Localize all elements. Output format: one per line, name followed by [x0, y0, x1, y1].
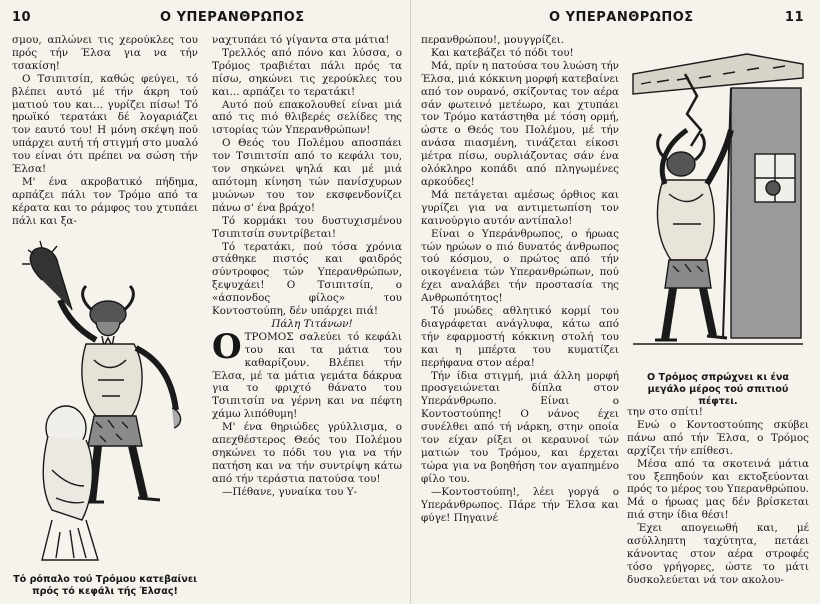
paragraph: Τό τερατάκι, πού τόσα χρόνια στάθηκε πιστός και φαιδρός σύντροφος τών Υπερανθρώπων, ξεψυχάει! Ο Τσιπιτσίπ, ο «άσπονδος φίλος» του Κοντοστούπη, δέν υπάρχει πιά! — [212, 240, 402, 318]
paragraph: Ο Θεός του Πολέμου αποσπάει τον Τσιπιτσίπ από το κεφάλι του, τον σηκώνει ψηλά και μέ μιά απότομη κίνηση τών πανίσχυρων μυώνων του τον εκσφενδονίζει πάνω σ' ένα βράχο! — [212, 137, 402, 214]
paragraph: —Κοντοστούπη!, λέει γοργά ο Υπεράνθρωπος. Πάρε τήν Έλσα και φύγε! Πηγαινέ — [421, 485, 619, 524]
paragraph: Τρελλός από πόνο και λύσσα, ο Τρόμος τραβιέται πάλι πρός τα πίσω, σηκώνει τις χερούκλες του και... αρπάζει το τερατάκι! — [212, 46, 402, 98]
paragraph: Μά πετάγεται αμέσως όρθιος και γυρίζει για να αντιμετωπίση τον καινούργιο αυτόν αντίπαλο! — [421, 188, 619, 227]
paragraph: Τό μυώδες αθλητικό κορμί του διαγράφεται ανάγλυφα, κάτω από τήν εφαρμοστή κόκκινη στολή του και η μπέρτα του κυματίζει περήφανα στον αέρα! — [421, 305, 619, 369]
paragraph: περανθρώπου!, μουγγρίζει. — [421, 34, 564, 46]
illustration-giant-pushes-house — [627, 34, 809, 368]
paragraph: Τήν ίδια στιγμή, μιά άλλη μορφή προσγειώνεται δίπλα στον Υπεράνθρωπο. Είναι ο Κοντοστούπης! Ο νάνος έχει συνέλθει από τή νάρκη, στην οποία τον είχαν ρίξει οι κεραυνοί τών ματιών του Τρόμου, και έρχεται τώρα για να βοηθήση τον αγαπημένο φίλο του. — [421, 369, 619, 485]
paragraph: Ο Τσιπιτσίπ, καθώς φεύγει, τό βλέπει αυτό μέ τήν άκρη τού ματιού του και... γυρίζει πίσω! Τό ηρωϊκό τερατάκι δέ λογαριάζει τον εαυτό του! Η μόνη σκέψη πού υπάρχει αυτή τή στιγμή στο μυαλό του είναι ότι πρέπει να σώση τήν Έλσα! — [12, 72, 198, 176]
paragraph: Είναι ο Υπεράνθρωπος, ο ήρωας τών ηρώων ο πιό δυνατός άνθρωπος τού κόσμου, ο πρώτος από τήν οικογένεια τών Υπερανθρώπων, πού έχει αναλάβει τήν προστασία της Ανθρωπότητος! — [421, 227, 619, 305]
right-column-1 — [421, 34, 619, 604]
right-column-2 — [627, 34, 809, 604]
paragraph: την στο σπίτι! — [627, 406, 703, 418]
giant-illustration-svg — [12, 240, 198, 570]
illustration-giant-attacks-elsa — [12, 240, 198, 570]
house-illustration-svg — [627, 34, 809, 368]
section-heading: Πάλη Τιτάνων! — [271, 317, 353, 330]
right-column-2-text — [627, 406, 809, 587]
paragraph: Αυτό πού επακολουθεί είναι μιά από τις πιό θλιβερές σελίδες της ιστορίας τών Υπερανθρώπων! — [212, 98, 402, 137]
paragraph: σμου, απλώνει τις χερούκλες του πρός τήν Έλσα για να τήν τσακίση! — [12, 34, 198, 72]
caption-right: Ο Τρόμος σπρώχνει κι ένα μεγάλο μέρος τού σπιτιού πέφτει. — [647, 372, 789, 407]
paragraph: Μ' ένα ακροβατικό πήδημα, αρπάζει πάλι τον Τρόμο από τα κέρατα και το ράμφος του χτυπάει πάλι και ξα- — [12, 175, 198, 227]
dropcap-paragraph — [212, 326, 402, 421]
dropcap-rest: ΤΡΟΜΟΣ σαλεύει τό κεφάλι του και τα μάτια του καθαρίζουν. Βλέπει τήν Έλσα, μέ τα μάτια γεμάτα δάκρυα για το φριχτό θάνατο του Τσιπιτσίπ να γέρνη και να πέφτη χάμω λιπόθυμη! — [212, 330, 402, 421]
caption-left: Τό ρόπαλο τού Τρόμου κατεβαίνει πρός τό κεφάλι τής Έλσας! — [13, 574, 197, 597]
paragraph: —Πέθανε, γυναίκα του Υ- — [222, 485, 358, 498]
left-column-1 — [12, 34, 198, 604]
left-page-header — [12, 6, 402, 28]
paragraph: Τό κορμάκι του δυστυχισμένου Τσιπιτσίπ συντρίβεται! — [212, 214, 402, 240]
right-page — [410, 0, 820, 604]
paragraph: Και κατεβάζει τό πόδι του! — [431, 46, 574, 59]
running-title-left: Ο ΥΠΕΡΑΝΘΡΩΠΟΣ — [160, 9, 305, 25]
running-title-right: Ο ΥΠΕΡΑΝΘΡΩΠΟΣ — [549, 9, 694, 25]
paragraph: Μ' ένα θηριώδες γρύλλισμα, ο απεχθέστερος Θεός του Πολέμου σηκώνει το πόδι του για να τήν πατήση και να τήν συντρίψη κάτω από τήν τεράστια πατούσα του! — [212, 421, 402, 485]
page-number-left: 10 — [12, 9, 32, 25]
right-page-header — [421, 6, 808, 28]
paragraph: Ενώ ο Κοντοστούπης σκύβει πάνω από τήν Έλσα, ο Τρόμος αρχίζει τήν επίθεσι. — [627, 418, 809, 457]
dropcap-letter: Ο — [212, 326, 242, 367]
paragraph: Έχει απογειωθή και, μέ ασύλληπτη ταχύτητα, πετάει κάνοντας στον αέρα στροφές τόσο γρήγορες, ώστε το μάτι δυσκολεύεται νά τον ακολου- — [627, 522, 809, 586]
paragraph: ναχτυπάει τό γίγαντα στα μάτια! — [212, 34, 390, 46]
paragraph: Μέσα από τα σκοτεινά μάτια του ξεπηδούν και εκτοξεύονται πρός το μέρος του Υπερανθρώπου. Μά ο ήρωας μας δέν βρίσκεται πιά στην ίδια θέσι! — [627, 457, 809, 522]
left-column-2 — [212, 34, 402, 604]
page-number-right: 11 — [784, 9, 804, 25]
paragraph: Μά, πρίν η πατούσα του λυώση τήν Έλσα, μιά κόκκινη μορφή κατεβαίνει από τον ουρανό, σκίζοντας τον αέρα σάν φωτεινό μετέωρο, και χτυπάει τον Τρόμο κατάστηθα μέ τόση ορμή, ώστε ο Θεός του Πολέμου, μέ τήν ανάσα πιασμένη, τινάζεται είκοσι μέτρα πίσω, ουρλιάζοντας σάν ένα ολόκληρο κοπάδι από πληγωμένες αρκούδες! — [421, 59, 619, 188]
